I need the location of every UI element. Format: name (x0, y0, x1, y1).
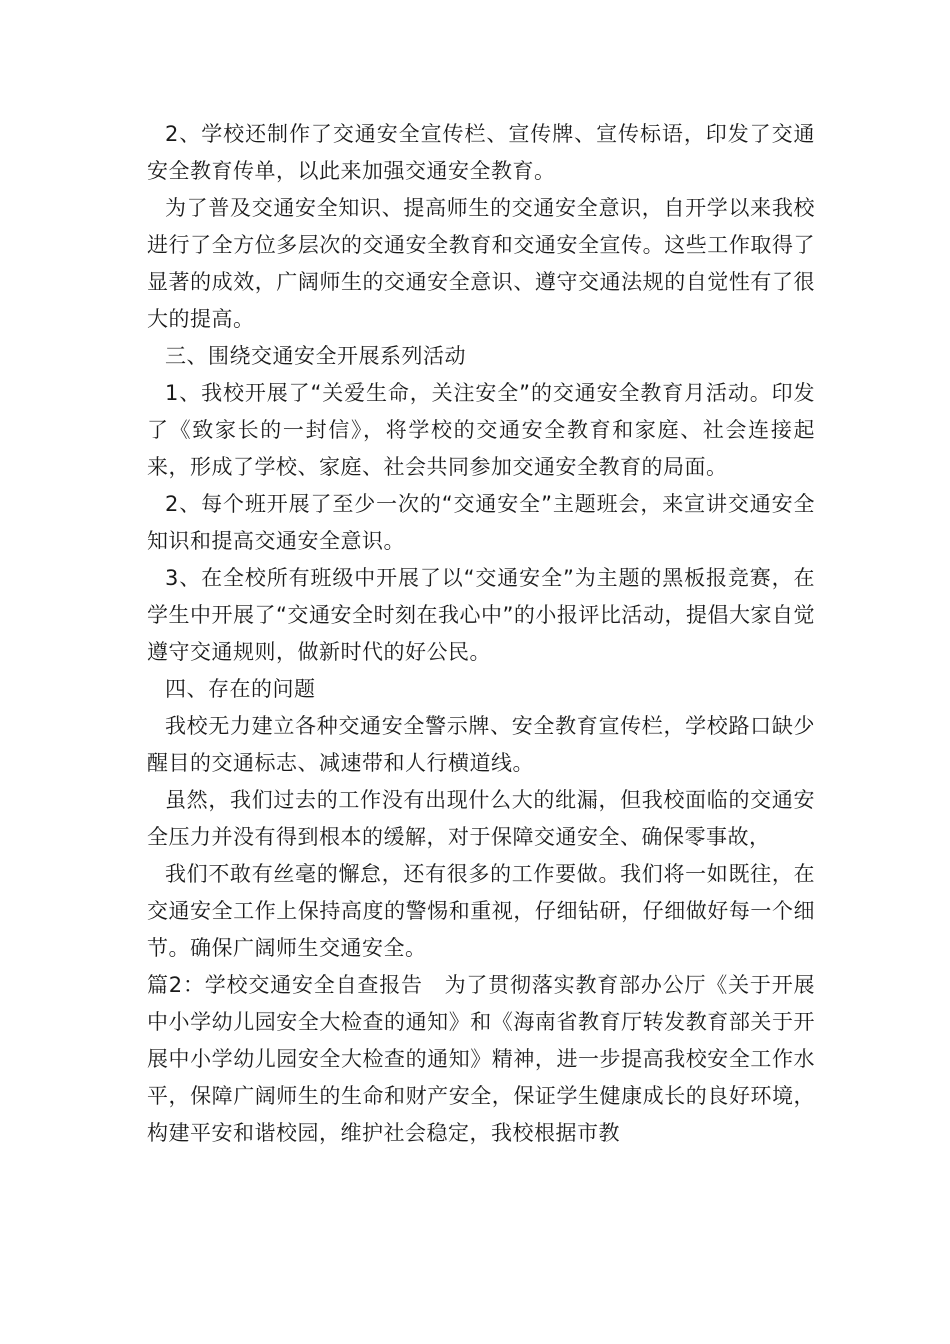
paragraph-part-2-report: 篇2：学校交通安全自查报告 为了贯彻落实教育部办公厅《关于开展中小学幼儿园安全大检查的通知》和《海南省教育厅转发教育部关于开展中小学幼儿园安全大检查的通知》精神，进一步提高我校安全工作水平，保障广阔师生的生命和财产安全，保证学生健康成长的良好环境，构建平安和谐校园，维护社会稳定，我校根据市教 (147, 973, 815, 1145)
paragraph-commitment: 我们不敢有丝毫的懈怠，还有很多的工作要做。我们将一如既往，在交通安全工作上保持高度的警惕和重视，仔细钻研，仔细做好每一个细节。确保广阔师生交通安全。 (147, 862, 815, 960)
section-heading-problems: 四、存在的问题 (165, 677, 316, 701)
paragraph-item-3-blackboard: 3、在全校所有班级中开展了以“交通安全”为主题的黑板报竞赛，在学生中开展了“交通安全时刻在我心中”的小报评比活动，提倡大家自觉遵守交通规则，做新时代的好公民。 (147, 566, 815, 664)
paragraph-popularize-knowledge: 为了普及交通安全知识、提高师生的交通安全意识，自开学以来我校进行了全方位多层次的交通安全教育和交通安全宣传。这些工作取得了显著的成效，广阔师生的交通安全意识、遵守交通法规的自觉性有了很大的提高。 (147, 196, 815, 331)
document-body (147, 116, 815, 1152)
paragraph-pressure: 虽然，我们过去的工作没有出现什么大的纰漏，但我校面临的交通安全压力并没有得到根本的缓解，对于保障交通安全、确保零事故， (147, 788, 815, 849)
paragraph-item-1-education-month: 1、我校开展了“关爱生命，关注安全”的交通安全教育月活动。印发了《致家长的一封信》，将学校的交通安全教育和家庭、社会连接起来，形成了学校、家庭、社会共同参加交通安全教育的局面。 (147, 381, 815, 479)
paragraph-problems-signs: 我校无力建立各种交通安全警示牌、安全教育宣传栏，学校路口缺少醒目的交通标志、减速带和人行横道线。 (147, 714, 815, 775)
paragraph-item-2-class-meeting: 2、每个班开展了至少一次的“交通安全”主题班会，来宣讲交通安全知识和提高交通安全意识。 (147, 492, 815, 553)
paragraph-item-2-publicity: 2、学校还制作了交通安全宣传栏、宣传牌、宣传标语，印发了交通安全教育传单，以此来加强交通安全教育。 (147, 122, 815, 183)
section-heading-activities: 三、围绕交通安全开展系列活动 (165, 344, 466, 368)
